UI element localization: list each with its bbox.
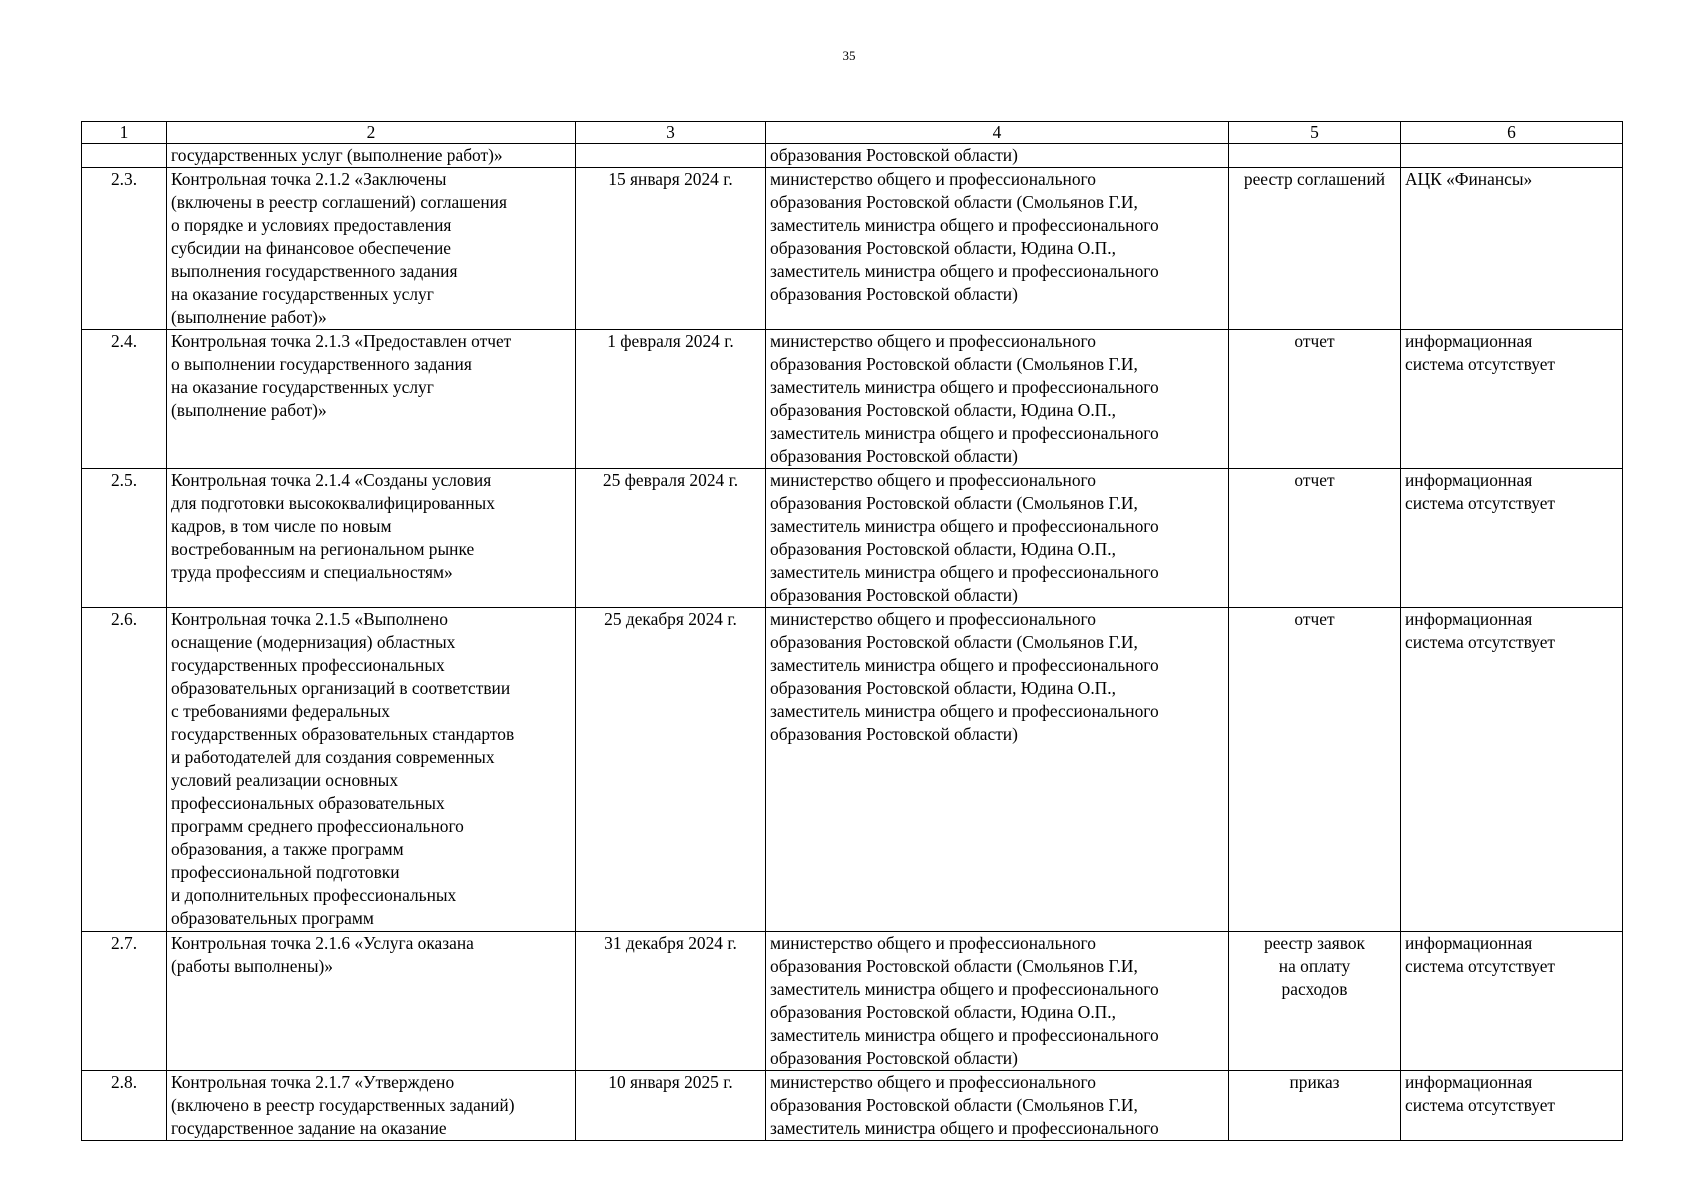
control-points-table [81, 121, 1623, 1141]
info-system-cell: АЦК «Финансы» [1401, 168, 1623, 330]
event-cell: Контрольная точка 2.1.5 «Выполнено оснащение (модернизация) областных государственных профессиональных образовательных организаций в соответствии с требованиями федеральных государственных образовательных стандартов и работодателей для создания современных условий реализации основных профессиональных образовательных программ среднего профессионального образования, а также программ профессиональной подготовки и дополнительных профессиональных образовательных программ [167, 608, 576, 932]
responsible-cell: министерство общего и профессионального образования Ростовской области (Смольянов Г.И, заместитель министра общего и профессионального образования Ростовской области, Юдина О.П., заместитель министра общего и профессионального образования Ростовской области) [766, 330, 1229, 469]
document-type-cell [1229, 144, 1401, 168]
info-system-cell: информационная система отсутствует [1401, 932, 1623, 1071]
event-cell: государственных услуг (выполнение работ)» [167, 144, 576, 168]
info-system-cell: информационная система отсутствует [1401, 608, 1623, 932]
responsible-cell: министерство общего и профессионального образования Ростовской области (Смольянов Г.И, заместитель министра общего и профессионального [766, 1071, 1229, 1141]
row-number: 2.7. [82, 932, 167, 1071]
table-row [82, 330, 1623, 469]
responsible-cell: министерство общего и профессионального образования Ростовской области (Смольянов Г.И, заместитель министра общего и профессионального образования Ростовской области, Юдина О.П., заместитель министра общего и профессионального образования Ростовской области) [766, 608, 1229, 932]
table-row [82, 608, 1623, 932]
date-cell [576, 144, 766, 168]
row-number: 2.5. [82, 469, 167, 608]
table-row [82, 469, 1623, 608]
document-type-cell: отчет [1229, 608, 1401, 932]
info-system-cell [1401, 144, 1623, 168]
event-cell: Контрольная точка 2.1.6 «Услуга оказана (работы выполнены)» [167, 932, 576, 1071]
info-system-cell: информационная система отсутствует [1401, 469, 1623, 608]
column-header: 2 [167, 122, 576, 144]
column-header: 4 [766, 122, 1229, 144]
date-cell: 10 января 2025 г. [576, 1071, 766, 1141]
document-type-cell: приказ [1229, 1071, 1401, 1141]
date-cell: 31 декабря 2024 г. [576, 932, 766, 1071]
document-type-cell: отчет [1229, 469, 1401, 608]
column-header: 5 [1229, 122, 1401, 144]
info-system-cell: информационная система отсутствует [1401, 330, 1623, 469]
row-number: 2.3. [82, 168, 167, 330]
event-cell: Контрольная точка 2.1.2 «Заключены (включены в реестр соглашений) соглашения о порядке и условиях предоставления субсидии на финансовое обеспечение выполнения государственного задания на оказание государственных услуг (выполнение работ)» [167, 168, 576, 330]
document-type-cell: отчет [1229, 330, 1401, 469]
table-row [82, 1071, 1623, 1141]
event-cell: Контрольная точка 2.1.7 «Утверждено (включено в реестр государственных заданий) государственное задание на оказание [167, 1071, 576, 1141]
row-number: 2.4. [82, 330, 167, 469]
column-header: 3 [576, 122, 766, 144]
info-system-cell: информационная система отсутствует [1401, 1071, 1623, 1141]
event-cell: Контрольная точка 2.1.4 «Созданы условия для подготовки высококвалифицированных кадров, в том числе по новым востребованным на региональном рынке труда профессиям и специальностям» [167, 469, 576, 608]
row-number: 2.8. [82, 1071, 167, 1141]
responsible-cell: министерство общего и профессионального образования Ростовской области (Смольянов Г.И, заместитель министра общего и профессионального образования Ростовской области, Юдина О.П., заместитель министра общего и профессионального образования Ростовской области) [766, 168, 1229, 330]
document-type-cell: реестр заявок на оплату расходов [1229, 932, 1401, 1071]
date-cell: 25 декабря 2024 г. [576, 608, 766, 932]
table-row [82, 168, 1623, 330]
page-number: 35 [842, 48, 856, 63]
table-row [82, 932, 1623, 1071]
responsible-cell: министерство общего и профессионального образования Ростовской области (Смольянов Г.И, заместитель министра общего и профессионального образования Ростовской области, Юдина О.П., заместитель министра общего и профессионального образования Ростовской области) [766, 469, 1229, 608]
date-cell: 15 января 2024 г. [576, 168, 766, 330]
row-number [82, 144, 167, 168]
column-header: 6 [1401, 122, 1623, 144]
date-cell: 1 февраля 2024 г. [576, 330, 766, 469]
event-cell: Контрольная точка 2.1.3 «Предоставлен отчет о выполнении государственного задания на оказание государственных услуг (выполнение работ)» [167, 330, 576, 469]
document-type-cell: реестр соглашений [1229, 168, 1401, 330]
responsible-cell: министерство общего и профессионального образования Ростовской области (Смольянов Г.И, заместитель министра общего и профессионального образования Ростовской области, Юдина О.П., заместитель министра общего и профессионального образования Ростовской области) [766, 932, 1229, 1071]
responsible-cell: образования Ростовской области) [766, 144, 1229, 168]
row-number: 2.6. [82, 608, 167, 932]
column-header: 1 [82, 122, 167, 144]
column-number-row [82, 122, 1623, 144]
date-cell: 25 февраля 2024 г. [576, 469, 766, 608]
table-row [82, 144, 1623, 168]
